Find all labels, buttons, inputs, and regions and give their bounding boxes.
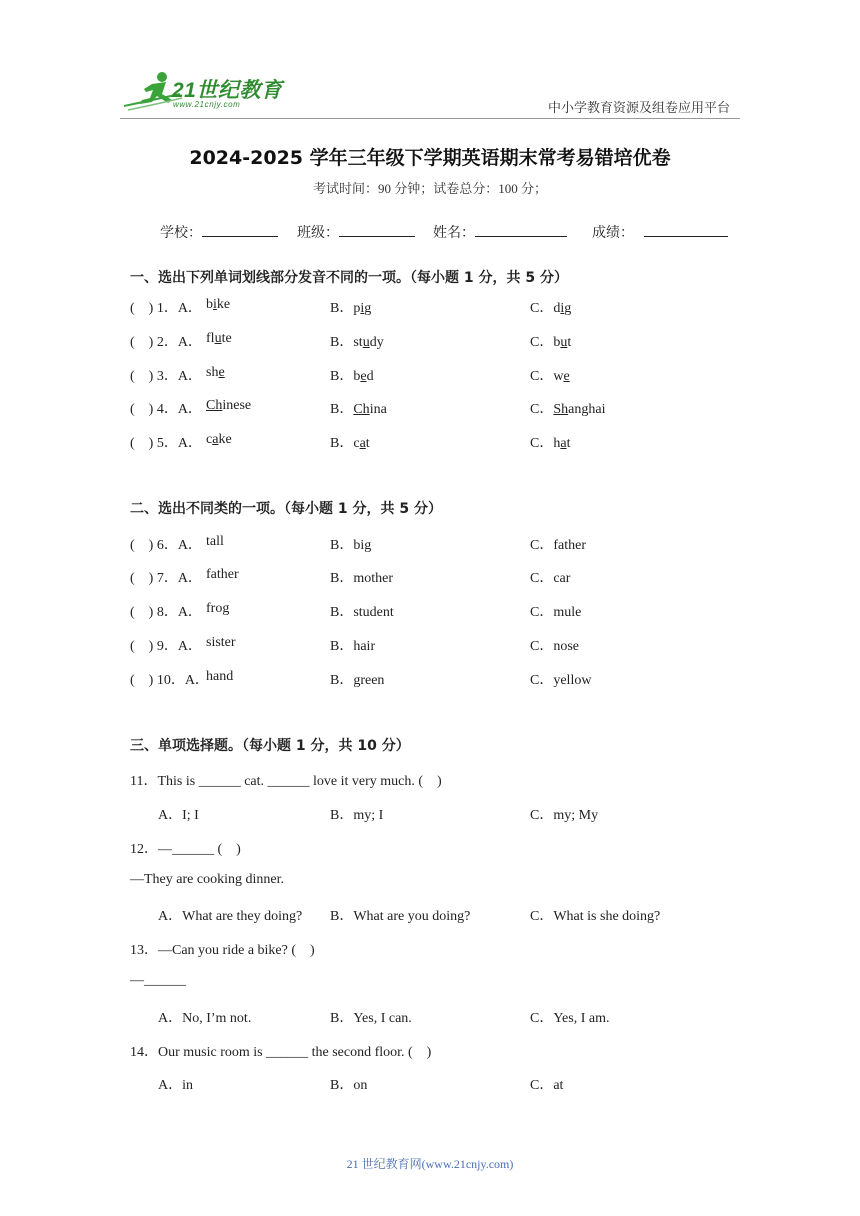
word-part: c [353,436,360,451]
word-part: d [553,301,561,316]
option-a-word: tall [206,534,224,549]
question-7-option-b[interactable] [330,567,393,587]
name-blank[interactable] [475,222,567,237]
school-blank[interactable] [202,222,278,237]
option-c-label: C． [530,605,554,620]
question-3-option-a[interactable] [206,365,225,381]
question-10-option-b[interactable] [330,669,384,689]
option-a-word: sister [206,635,236,650]
underlined-letters: u [560,335,568,350]
word-part: ke [216,297,231,312]
option-c-word: yellow [553,673,592,688]
option-c-word: nose [553,639,580,654]
name-field[interactable] [433,222,567,242]
underlined-letters: i [560,301,565,316]
question-14-option-c[interactable]: C．at [530,1078,564,1093]
name-label: 姓名： [433,225,475,241]
question-5-option-c[interactable] [530,432,570,452]
option-b-label: B． [330,402,354,417]
class-blank[interactable] [339,222,415,237]
question-12-option-a[interactable]: A．What are they doing? [158,909,303,924]
question-7-option-c[interactable] [530,567,570,587]
question-1-option-b[interactable] [330,297,371,317]
question-14-option-b[interactable]: B．on [330,1078,368,1093]
platform-name: 中小学教育资源及组卷应用平台 [547,100,730,115]
option-b-label: B． [330,301,354,316]
question-6-number: ( ) 6．A． [130,538,202,553]
question-12-stem: 12．—______ ( ) [130,842,241,857]
option-b-label: B． [330,369,354,384]
question-2-option-a[interactable] [206,331,232,347]
score-label: 成绩： [592,225,634,241]
option-a-word: father [206,567,239,582]
question-1-number: ( ) 1．A． [130,301,202,316]
option-c-label: C． [530,335,554,350]
question-11-stem: 11．This is ______ cat. ______ love it very much. ( ) [130,774,442,789]
word-part: b [553,335,561,350]
word-part: te [221,331,232,346]
question-9-option-a[interactable] [206,635,236,651]
option-c-label: C． [530,673,554,688]
section-2-heading: 二、选出不同类的一项。（每小题 1 分，共 5 分） [130,501,442,517]
word-part: ina [369,402,387,417]
underlined-letters: u [362,335,370,350]
exam-subtitle: 考试时间：90 分钟；试卷总分：100 分； [312,181,547,196]
section-3-heading: 三、单项选择题。（每小题 1 分，共 10 分） [130,738,410,754]
underlined-letters: e [360,369,367,384]
word-part: ke [218,432,232,447]
section-1-heading: 一、选出下列单词划线部分发音不同的一项。（每小题 1 分，共 5 分） [130,270,568,286]
score-blank[interactable] [644,222,728,237]
option-a-word: frog [206,601,230,616]
question-5-option-b[interactable] [330,432,370,452]
question-9-option-b[interactable] [330,635,375,655]
word-part: inese [222,398,252,413]
option-c-label: C． [530,369,554,384]
option-c-label: C． [530,402,554,417]
question-14-stem: 14．Our music room is ______ the second floor. ( ) [130,1045,432,1060]
underlined-letters: Ch [353,402,370,417]
question-3-option-b[interactable] [330,365,374,385]
word-part: d [366,369,374,384]
question-6-option-b[interactable] [330,534,371,554]
underlined-letters: u [214,331,222,346]
word-part: b [206,297,213,312]
question-2-number: ( ) 2．A． [130,335,202,350]
page-title: 2024-2025 学年三年级下学期英语期末常考易错培优卷 [189,147,671,169]
word-part: c [206,432,213,447]
option-c-word: father [553,538,586,553]
option-b-label: B． [330,605,354,620]
header-divider [120,118,740,119]
option-b-label: B． [330,436,354,451]
question-4-option-b[interactable] [330,398,387,418]
underlined-letters: a [359,436,366,451]
question-8-option-a[interactable] [206,601,229,617]
question-7-number: ( ) 7．A． [130,571,202,586]
class-label: 班级： [297,225,339,241]
question-13-response: —______ [130,973,186,988]
question-13-option-a[interactable]: A．No, I’m not. [158,1011,252,1026]
question-3-option-c[interactable] [530,365,570,385]
option-b-word: hair [353,639,376,654]
question-2-option-b[interactable] [330,331,384,351]
logo-url: www.21cnjy.com [173,100,241,109]
option-c-label: C． [530,436,554,451]
option-b-word: mother [353,571,393,586]
question-4-option-c[interactable] [530,398,605,418]
question-11-option-c[interactable]: C．my; My [530,808,599,823]
underlined-letters: i [213,297,217,312]
option-b-label: B． [330,335,354,350]
question-10-number: ( ) 10．A． [130,673,209,688]
score-field[interactable] [592,222,728,242]
underlined-letters: e [563,369,570,384]
word-part: st [353,335,363,350]
word-part: g [564,301,572,316]
question-13-option-c[interactable]: C．Yes, I am. [530,1011,610,1026]
underlined-letters: e [218,365,225,380]
question-9-option-c[interactable] [530,635,579,655]
option-c-word: car [553,571,571,586]
option-b-label: B． [330,571,354,586]
question-12-option-c[interactable]: C．What is she doing? [530,909,661,924]
school-label: 学校： [160,225,202,241]
question-12-response: —They are cooking dinner. [130,872,284,887]
word-part: anghai [568,402,606,417]
question-6-option-a[interactable] [206,534,224,550]
underlined-letters: i [360,301,365,316]
option-c-word: mule [553,605,582,620]
option-c-label: C． [530,571,554,586]
word-part: t [566,436,571,451]
underlined-letters: a [212,432,219,447]
question-5-number: ( ) 5．A． [130,436,202,451]
question-4-option-a[interactable] [206,398,251,414]
question-5-option-a[interactable] [206,432,232,448]
question-4-number: ( ) 4．A． [130,402,202,417]
footer-source[interactable]: 21 世纪教育网(www.21cnjy.com) [346,1157,514,1171]
question-3-number: ( ) 3．A． [130,369,202,384]
word-part: sh [206,365,219,380]
class-field[interactable] [297,222,415,242]
question-11-option-b[interactable]: B．my; I [330,808,384,823]
word-part: t [365,436,370,451]
word-part: fl [206,331,215,346]
word-part: b [353,369,361,384]
word-part: t [567,335,572,350]
question-10-option-a[interactable] [206,669,233,685]
option-b-label: B． [330,673,354,688]
question-10-option-c[interactable] [530,669,591,689]
word-part: dy [369,335,384,350]
word-part: h [553,436,561,451]
underlined-letters: a [560,436,567,451]
option-a-word: hand [206,669,234,684]
question-12-option-b[interactable]: B．What are you doing? [330,909,471,924]
option-b-word: green [353,673,385,688]
option-c-label: C． [530,301,554,316]
option-b-label: B． [330,538,354,553]
question-9-number: ( ) 9．A． [130,639,202,654]
question-7-option-a[interactable] [206,567,239,583]
question-8-option-b[interactable] [330,601,394,621]
option-c-label: C． [530,639,554,654]
logo-text: 21世纪教育 [172,79,283,102]
question-11-option-a[interactable]: A．I; I [158,808,199,823]
question-13-option-b[interactable]: B．Yes, I can. [330,1011,412,1026]
option-b-label: B． [330,639,354,654]
option-b-word: big [353,538,372,553]
question-8-number: ( ) 8．A． [130,605,202,620]
question-14-option-a[interactable]: A．in [158,1078,193,1093]
question-13-stem: 13．—Can you ride a bike? ( ) [130,943,315,958]
school-field[interactable] [160,222,278,242]
word-part: g [364,301,372,316]
question-6-option-c[interactable] [530,534,586,554]
option-c-label: C． [530,538,554,553]
option-b-word: student [353,605,394,620]
underlined-letters: Ch [206,398,223,413]
question-2-option-c[interactable] [530,331,571,351]
word-part: w [553,369,564,384]
question-1-option-c[interactable] [530,297,571,317]
question-1-option-a[interactable] [206,297,230,313]
word-part: p [353,301,361,316]
underlined-letters: Sh [553,402,569,417]
question-8-option-c[interactable] [530,601,581,621]
